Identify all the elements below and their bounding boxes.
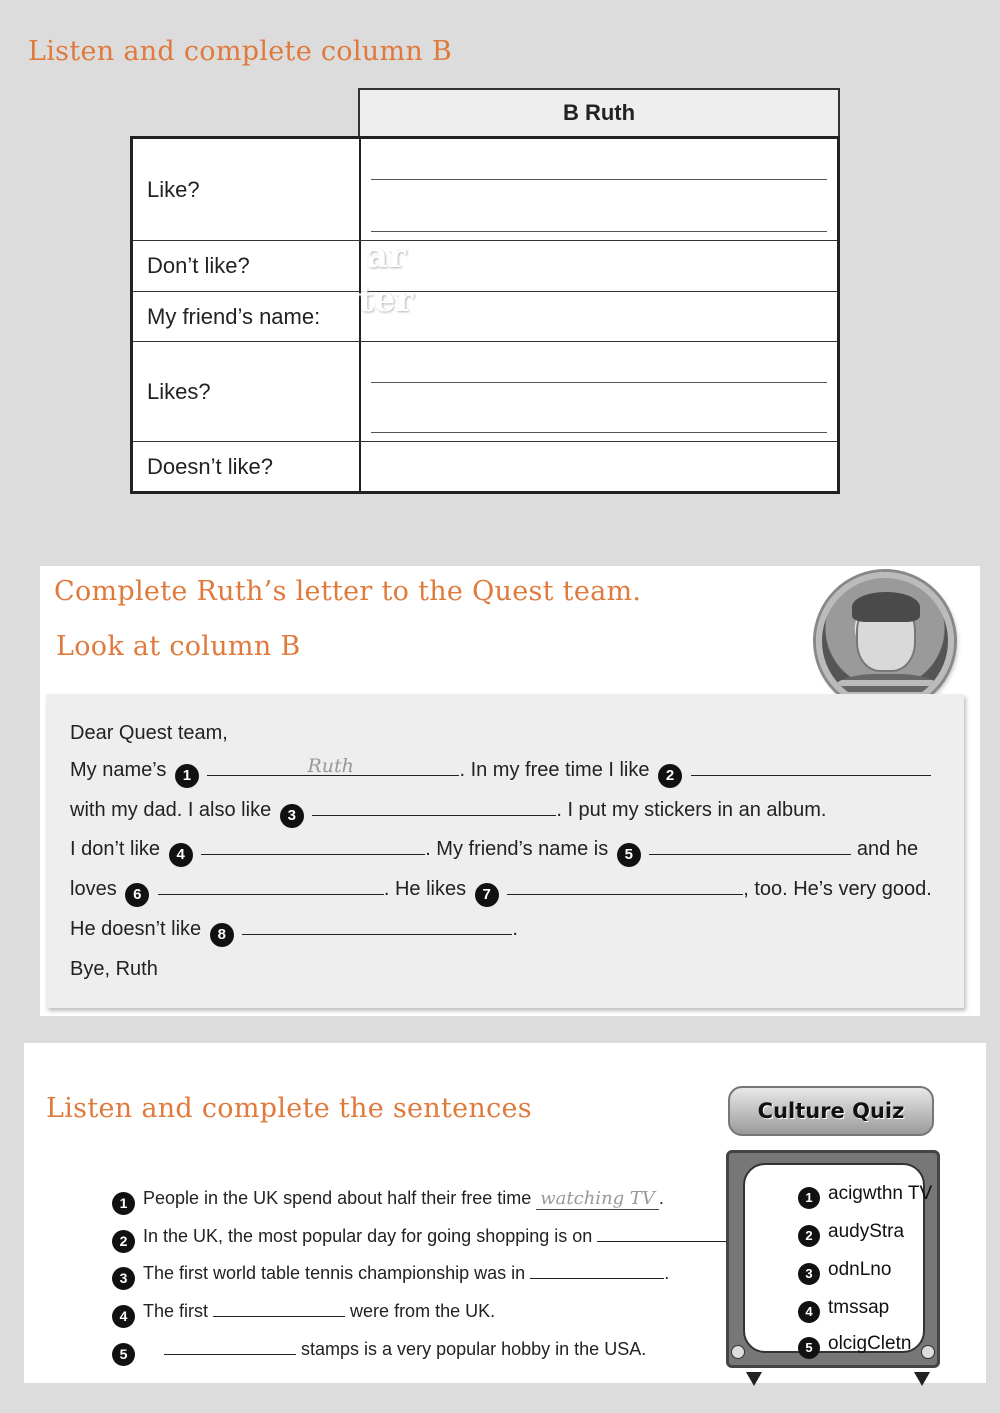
boy-photo (816, 572, 954, 710)
sentence-text: stamps is a very popular hobby in the USA. (301, 1339, 647, 1359)
sentence-4 (112, 1301, 495, 1328)
quiz-item-text: acigwthn TV (828, 1183, 933, 1204)
number-1-icon: 1 (175, 764, 199, 788)
answer-line[interactable] (371, 382, 827, 383)
blank-2[interactable] (691, 758, 931, 776)
answer-line[interactable] (371, 432, 827, 433)
letter-text: I don’t like (70, 838, 161, 860)
letter-text: He doesn’t like (70, 918, 202, 940)
section1-heading: Listen and complete column B (28, 36, 453, 67)
number-3-icon: 3 (280, 804, 304, 828)
number-2-icon: 2 (798, 1225, 820, 1247)
sentence-text: . (664, 1263, 670, 1283)
watermark-text: ar (366, 236, 406, 276)
section3-heading: Listen and complete the sentences (46, 1093, 532, 1124)
blank-1[interactable] (207, 755, 459, 777)
table-row (133, 342, 837, 442)
column-b-header: B Ruth (358, 88, 840, 138)
letter-signoff: Bye, Ruth (70, 958, 158, 980)
row-label: Doesn’t like? (133, 442, 361, 491)
letter-text: My name’s (70, 759, 167, 781)
sentence-text: People in the UK spend about half their free time (143, 1188, 532, 1208)
blank-7[interactable] (507, 877, 743, 895)
sentence-5 (112, 1339, 646, 1366)
quiz-item (795, 1259, 891, 1285)
quiz-item (795, 1183, 932, 1209)
quiz-item-text: audyStra (828, 1221, 905, 1242)
photo-hair (852, 592, 920, 622)
number-5-icon: 5 (617, 843, 641, 867)
handwritten-answer: Ruth (307, 755, 354, 777)
section2-subheading: Look at column B (56, 631, 301, 662)
blank-s2[interactable] (597, 1226, 731, 1242)
table-row (133, 241, 837, 292)
letter-text: loves (70, 878, 117, 900)
number-8-icon: 8 (210, 923, 234, 947)
letter-greeting: Dear Quest team, (70, 722, 228, 744)
letter-line (70, 755, 931, 788)
section2-heading: Complete Ruth’s letter to the Quest team. (54, 576, 642, 607)
number-4-icon: 4 (169, 843, 193, 867)
table-body (130, 136, 840, 494)
quiz-item (795, 1333, 911, 1359)
sentence-text: . (658, 1188, 664, 1208)
letter-text: , too. He’s very good. (743, 878, 932, 900)
tv-quiz-box (726, 1150, 940, 1368)
quiz-item-text: olcigCletn (828, 1333, 912, 1354)
letter-line (70, 837, 918, 867)
tv-knob-icon (921, 1345, 935, 1359)
letter-text: . I put my stickers in an album. (556, 799, 827, 821)
culture-quiz-badge: Culture Quiz (728, 1086, 934, 1136)
blank-5[interactable] (649, 837, 851, 855)
number-6-icon: 6 (125, 883, 149, 907)
table-row (133, 292, 837, 342)
answer-line[interactable] (371, 179, 827, 180)
handwritten-answer[interactable]: watching TV (536, 1188, 659, 1210)
row-label: Like? (133, 139, 361, 240)
tv-leg-icon (914, 1372, 930, 1386)
blank-s3[interactable] (530, 1263, 664, 1279)
number-7-icon: 7 (475, 883, 499, 907)
number-3-icon: 3 (112, 1267, 135, 1290)
quiz-item (795, 1297, 889, 1323)
table-row (133, 442, 837, 491)
tv-knob-icon (731, 1345, 745, 1359)
sentence-text: The first world table tennis championship was in (143, 1263, 526, 1283)
watermark-text: ter (358, 280, 414, 320)
blank-8[interactable] (242, 917, 512, 935)
tv-leg-icon (746, 1372, 762, 1386)
number-3-icon: 3 (798, 1263, 820, 1285)
blank-6[interactable] (158, 877, 384, 895)
sentence-2 (112, 1226, 736, 1253)
letter-text: . (512, 918, 518, 940)
number-5-icon: 5 (798, 1337, 820, 1359)
sentence-1 (112, 1188, 664, 1215)
letter-text: . He likes (383, 878, 467, 900)
letter-text: and he (856, 838, 919, 860)
quiz-item (795, 1221, 904, 1247)
sentence-text: were from the UK. (350, 1301, 496, 1321)
number-2-icon: 2 (658, 764, 682, 788)
row-label: Don’t like? (133, 241, 361, 291)
number-2-icon: 2 (112, 1230, 135, 1253)
number-1-icon: 1 (112, 1192, 135, 1215)
row-label: Likes? (133, 342, 361, 441)
blank-4[interactable] (201, 837, 425, 855)
letter-line (70, 917, 518, 947)
sentence-text: In the UK, the most popular day for going shopping is on (143, 1226, 593, 1246)
quiz-item-text: tmssap (828, 1297, 890, 1318)
quiz-item-text: odnLno (828, 1259, 892, 1280)
tv-screen (743, 1163, 933, 1355)
number-5-icon: 5 (112, 1343, 135, 1366)
blank-3[interactable] (312, 798, 556, 816)
letter-line (70, 798, 826, 828)
sentence-3 (112, 1263, 669, 1290)
number-4-icon: 4 (112, 1305, 135, 1328)
table-row (133, 139, 837, 241)
sentence-text: The first (143, 1301, 209, 1321)
letter-text: . My friend’s name is (425, 838, 609, 860)
answer-line[interactable] (371, 231, 827, 232)
number-4-icon: 4 (798, 1301, 820, 1323)
column-b-table (130, 88, 842, 496)
number-1-icon: 1 (798, 1187, 820, 1209)
letter-box (46, 694, 964, 1008)
letter-text: . In my free time I like (459, 759, 650, 781)
blank-s5[interactable] (164, 1339, 296, 1355)
letter-line (70, 877, 932, 907)
blank-s4[interactable] (213, 1301, 345, 1317)
row-label: My friend’s name: (133, 292, 361, 341)
letter-text: with my dad. I also like (70, 799, 272, 821)
